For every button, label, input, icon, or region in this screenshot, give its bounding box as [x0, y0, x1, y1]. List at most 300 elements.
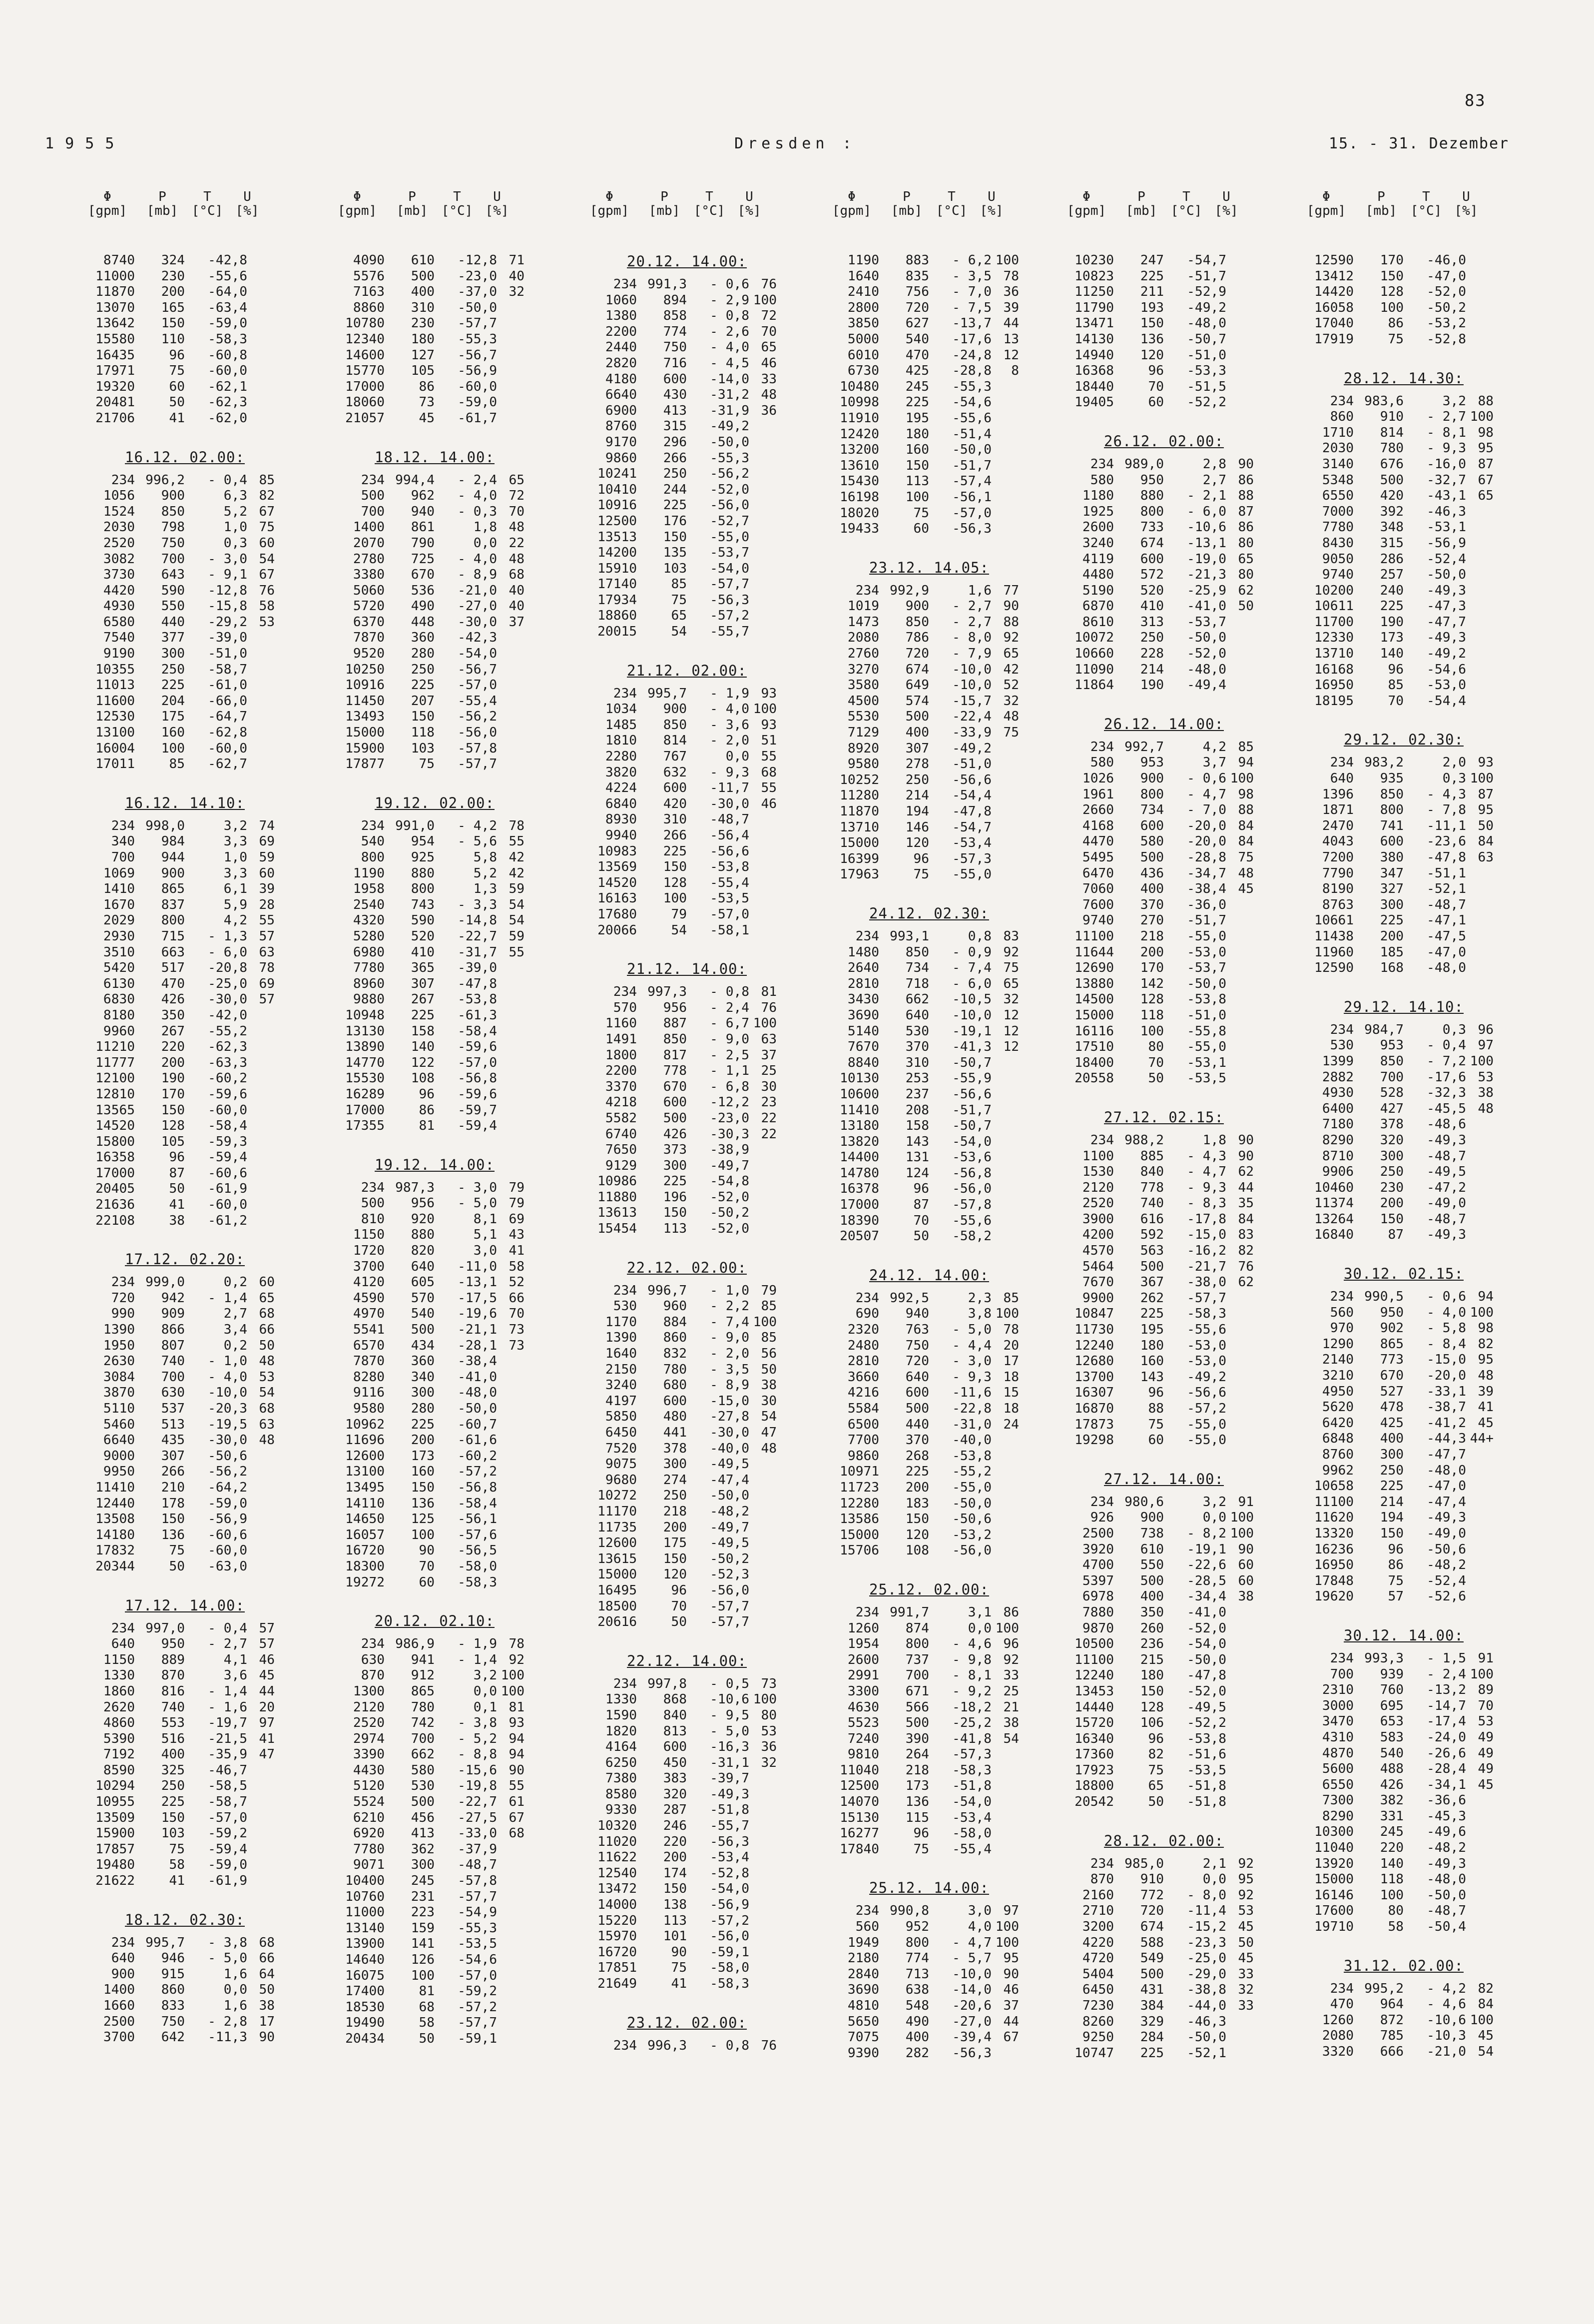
table-row — [1054, 1589, 1274, 1605]
humidity-cell — [247, 630, 275, 646]
pressure-cell: 200 — [411, 1433, 435, 1448]
temperature-cell: -49,2 — [710, 419, 749, 434]
height-cell: 13264 — [1314, 1211, 1354, 1227]
pressure-cell: 800 — [411, 881, 435, 897]
height-cell: 234 — [111, 1620, 135, 1636]
height-cell: 16058 — [1314, 300, 1354, 315]
height-cell: 9740 — [1082, 913, 1114, 928]
pressure-cell: 478 — [1380, 1400, 1404, 1415]
height-cell: 20405 — [95, 1181, 135, 1197]
temperature-cell: - 7,8 — [1427, 802, 1466, 818]
temperature-cell: -25,9 — [1187, 583, 1226, 598]
height-cell: 340 — [111, 834, 135, 849]
table-row — [1294, 1495, 1514, 1511]
table-row — [325, 1417, 544, 1433]
pressure-cell: 400 — [161, 1747, 185, 1762]
pressure-cell: 90 — [671, 1944, 687, 1960]
pressure-cell: 211 — [1140, 284, 1164, 300]
table-row — [325, 1794, 544, 1810]
temperature-cell: -47,0 — [1427, 268, 1466, 284]
pressure-cell: 150 — [663, 1551, 687, 1566]
pressure-cell: 750 — [161, 2014, 185, 2029]
pressure-cell: 50 — [913, 1229, 929, 1244]
temperature-cell: 4,1 — [223, 1652, 247, 1667]
height-cell: 9900 — [1082, 1290, 1114, 1306]
pressure-cell: 800 — [1380, 802, 1404, 818]
pressure-cell: 200 — [905, 1480, 929, 1495]
temperature-cell: 2,7 — [1202, 472, 1226, 488]
table-row — [577, 1473, 797, 1489]
temperature-cell: -56,5 — [458, 1543, 497, 1558]
humidity-cell: 44 — [259, 1683, 275, 1699]
temperature-cell: -21,7 — [1187, 1259, 1226, 1274]
pressure-cell: 266 — [161, 1464, 185, 1480]
humidity-cell: 60 — [259, 865, 275, 881]
humidity-cell — [749, 907, 777, 923]
pressure-cell: 125 — [411, 1512, 435, 1527]
height-cell: 10300 — [1314, 1824, 1354, 1840]
humidity-cell: 44 — [1003, 316, 1019, 331]
table-row — [577, 1409, 797, 1425]
height-cell: 15454 — [597, 1221, 637, 1237]
temperature-cell: - 0,5 — [710, 1676, 749, 1691]
humidity-cell: 90 — [1238, 1542, 1254, 1557]
height-cell: 4197 — [605, 1393, 637, 1409]
humidity-cell: 76 — [259, 583, 275, 598]
humidity-cell — [497, 332, 525, 348]
temperature-cell: - 6,8 — [710, 1079, 749, 1094]
humidity-cell — [1226, 897, 1254, 913]
height-cell: 7790 — [1322, 865, 1354, 881]
table-row — [1054, 929, 1274, 945]
table-row — [577, 293, 797, 309]
table-row — [1294, 818, 1514, 834]
height-cell: 6830 — [103, 992, 135, 1007]
table-row — [1054, 866, 1274, 882]
height-cell: 13710 — [1314, 646, 1354, 662]
humidity-cell: 96 — [1003, 1636, 1019, 1652]
temperature-cell: 2,7 — [223, 1306, 247, 1322]
height-cell: 13471 — [1074, 316, 1114, 331]
pressure-cell: 860 — [161, 1982, 185, 1998]
pressure-cell: 225 — [411, 1417, 435, 1432]
sounding-time-title: 20.12. 14.00: — [627, 253, 747, 270]
humidity-cell — [497, 1889, 525, 1905]
pressure-cell: 500 — [1140, 1573, 1164, 1588]
table-row — [75, 395, 295, 411]
temperature-cell: -48,0 — [1187, 662, 1226, 677]
humidity-cell: 83 — [1238, 1227, 1254, 1243]
height-cell: 7240 — [847, 1731, 879, 1746]
table-row — [577, 545, 797, 561]
height-cell: 5120 — [353, 1778, 385, 1794]
height-cell: 234 — [613, 984, 637, 1000]
temperature-cell: -53,1 — [1427, 520, 1466, 535]
table-row — [819, 1715, 1039, 1731]
table-row — [325, 1401, 544, 1417]
table-row — [577, 1787, 797, 1803]
table-row — [1294, 1888, 1514, 1904]
temperature-cell: 3,3 — [223, 834, 247, 849]
pressure-cell: 865 — [161, 881, 185, 897]
table-row — [1054, 787, 1274, 803]
table-row — [325, 929, 544, 945]
table-row — [819, 427, 1039, 443]
humidity-cell: 36 — [1003, 284, 1019, 300]
temperature-cell: -27,8 — [710, 1409, 749, 1425]
pressure-cell: 627 — [905, 316, 929, 331]
table-row — [1294, 1164, 1514, 1180]
humidity-cell — [497, 709, 525, 725]
height-cell: 3920 — [1082, 1542, 1114, 1557]
height-cell: 14600 — [345, 347, 385, 363]
humidity-cell — [497, 1055, 525, 1071]
temperature-cell: - 0,3 — [458, 504, 497, 519]
table-row — [577, 828, 797, 844]
height-cell: 10200 — [1314, 583, 1354, 598]
table-row — [819, 1496, 1039, 1512]
humidity-cell — [992, 1150, 1019, 1166]
pressure-cell: 941 — [411, 1652, 435, 1667]
humidity-cell — [992, 458, 1019, 474]
height-cell: 15000 — [345, 725, 385, 741]
table-row — [325, 1700, 544, 1716]
table-row — [1054, 1888, 1274, 1904]
height-cell: 234 — [855, 1604, 879, 1620]
pressure-cell: 225 — [663, 1174, 687, 1189]
temperature-cell: -59,4 — [458, 1118, 497, 1134]
temperature-cell: 0,0 — [473, 1683, 497, 1699]
pressure-cell: 58 — [419, 2015, 435, 2031]
temperature-cell: -31,2 — [710, 387, 749, 403]
humidity-cell — [1466, 1903, 1494, 1919]
pressure-cell: 329 — [1140, 2014, 1164, 2029]
height-cell: 14650 — [345, 1512, 385, 1527]
humidity-cell — [1226, 1621, 1254, 1637]
height-cell: 2760 — [847, 646, 879, 662]
humidity-cell: 78 — [259, 960, 275, 976]
temperature-cell: - 4,0 — [710, 340, 749, 355]
height-cell: 4590 — [353, 1290, 385, 1306]
pressure-cell: 500 — [905, 1401, 929, 1416]
humidity-cell: 42 — [1003, 662, 1019, 677]
height-cell: 11777 — [95, 1055, 135, 1070]
table-row — [1054, 1573, 1274, 1589]
pressure-cell: 175 — [663, 1536, 687, 1551]
temperature-cell: 2,0 — [1442, 755, 1466, 771]
temperature-cell: -20,6 — [952, 1998, 992, 2013]
humidity-cell: 65 — [1003, 976, 1019, 991]
pressure-cell: 536 — [411, 583, 435, 598]
humidity-cell — [992, 1229, 1019, 1245]
humidity-cell — [247, 269, 275, 285]
table-row — [819, 1684, 1039, 1700]
sounding-block — [1294, 1265, 1514, 1605]
table-row — [1294, 802, 1514, 818]
pressure-cell: 142 — [1140, 976, 1164, 991]
table-row — [325, 678, 544, 694]
pressure-cell: 884 — [663, 1314, 687, 1330]
pressure-cell: 110 — [161, 331, 185, 347]
table-row — [819, 506, 1039, 522]
height-cell: 7380 — [605, 1771, 637, 1786]
height-cell: 9906 — [1322, 1164, 1354, 1180]
height-cell: 15706 — [840, 1543, 879, 1558]
pressure-cell: 160 — [411, 1464, 435, 1480]
height-cell: 17040 — [1314, 316, 1354, 331]
humidity-cell: 23 — [761, 1095, 777, 1110]
pressure-cell: 590 — [411, 913, 435, 928]
temperature-cell: -58,3 — [952, 1762, 992, 1778]
table-row — [1054, 740, 1274, 756]
temperature-cell: -48,0 — [1427, 960, 1466, 976]
temperature-cell: - 7,5 — [952, 300, 992, 315]
table-row — [75, 1543, 295, 1559]
pressure-cell: 610 — [1140, 1542, 1164, 1557]
height-cell: 14440 — [1074, 1699, 1114, 1715]
temperature-cell: -50,0 — [1187, 976, 1226, 991]
table-row — [325, 897, 544, 913]
height-cell: 1260 — [847, 1620, 879, 1636]
table-row — [325, 1306, 544, 1322]
humidity-cell: 48 — [509, 551, 525, 567]
pressure-cell: 75 — [671, 592, 687, 608]
height-cell: 3240 — [1082, 535, 1114, 551]
pressure-cell: 384 — [1140, 1998, 1164, 2013]
humidity-cell — [497, 630, 525, 646]
pressure-cell: 436 — [1140, 865, 1164, 881]
height-cell: 17140 — [597, 577, 637, 592]
temperature-cell: -53,4 — [952, 835, 992, 851]
pressure-cell: 225 — [1140, 268, 1164, 284]
table-row — [1054, 1636, 1274, 1652]
temperature-cell: - 2,9 — [710, 292, 749, 308]
table-row — [1294, 1793, 1514, 1809]
height-cell: 8180 — [103, 1007, 135, 1023]
pressure-cell: 228 — [1140, 646, 1164, 662]
table-row — [1054, 662, 1274, 678]
column-header-cell: U [%] — [1454, 189, 1478, 218]
table-row — [1054, 552, 1274, 568]
table-row — [1054, 615, 1274, 631]
pressure-cell: 990,5 — [1364, 1289, 1404, 1305]
sounding-time-title: 27.12. 02.15: — [1104, 1108, 1224, 1126]
humidity-cell — [1226, 348, 1254, 364]
temperature-cell: -27,0 — [952, 2014, 992, 2029]
pressure-cell: 850 — [1380, 786, 1404, 802]
humidity-cell — [497, 1449, 525, 1465]
table-row — [1294, 2013, 1514, 2029]
table-row — [819, 1338, 1039, 1354]
humidity-cell — [247, 411, 275, 427]
temperature-cell: - 1,9 — [710, 686, 749, 701]
pressure-cell: 760 — [1380, 1682, 1404, 1698]
humidity-cell — [497, 2015, 525, 2031]
height-cell: 15000 — [1314, 1872, 1354, 1887]
humidity-cell — [247, 253, 275, 269]
pressure-cell: 150 — [161, 316, 185, 331]
table-row — [1054, 1903, 1274, 1919]
height-cell: 15910 — [597, 561, 637, 576]
pressure-cell: 60 — [169, 379, 185, 394]
table-row — [325, 1826, 544, 1842]
humidity-cell: 75 — [1003, 725, 1019, 741]
humidity-cell: 65 — [1478, 488, 1494, 504]
temperature-cell: -54,0 — [952, 1134, 992, 1149]
pressure-cell: 500 — [905, 1715, 929, 1731]
table-row — [325, 1496, 544, 1512]
temperature-cell: -19,6 — [458, 1306, 497, 1322]
pressure-cell: 218 — [1140, 928, 1164, 944]
height-cell: 530 — [1330, 1038, 1354, 1053]
pressure-cell: 720 — [905, 1354, 929, 1369]
pressure-cell: 865 — [1380, 1336, 1404, 1352]
temperature-cell: 5,8 — [473, 850, 497, 865]
pressure-cell: 700 — [905, 1668, 929, 1683]
height-cell: 13508 — [95, 1512, 135, 1527]
sounding-time-title: 19.12. 02.00: — [375, 794, 495, 811]
humidity-cell: 46 — [1003, 1982, 1019, 1998]
height-cell: 17355 — [345, 1118, 385, 1134]
height-cell: 1480 — [847, 944, 879, 960]
temperature-cell: -57,2 — [710, 1913, 749, 1928]
humidity-cell: 48 — [1478, 1368, 1494, 1384]
temperature-cell: - 4,7 — [1187, 1164, 1226, 1180]
pressure-cell: 120 — [905, 1527, 929, 1543]
temperature-cell: - 4,7 — [1187, 786, 1226, 802]
table-row — [325, 646, 544, 662]
pressure-cell: 470 — [905, 347, 929, 363]
table-row — [1054, 1856, 1274, 1872]
pressure-cell: 41 — [169, 410, 185, 426]
height-cell: 3470 — [1322, 1714, 1354, 1729]
humidity-cell — [749, 498, 777, 514]
temperature-cell: -59,0 — [208, 1496, 247, 1511]
pressure-cell: 135 — [663, 545, 687, 561]
pressure-cell: 362 — [411, 1841, 435, 1857]
humidity-cell — [749, 419, 777, 435]
pressure-cell: 237 — [905, 1086, 929, 1102]
temperature-cell: -58,3 — [458, 1574, 497, 1590]
humidity-cell: 90 — [1003, 1966, 1019, 1982]
temperature-cell: - 0,8 — [710, 2038, 749, 2053]
humidity-cell: 55 — [761, 780, 777, 796]
pressure-cell: 996,3 — [647, 2038, 687, 2053]
temperature-cell: 3,0 — [473, 1243, 497, 1259]
table-row — [1294, 1542, 1514, 1558]
pressure-cell: 280 — [411, 1401, 435, 1416]
table-row — [325, 1338, 544, 1354]
date-range: 15. - 31. Dezember — [1329, 135, 1510, 152]
temperature-cell: -53,8 — [710, 859, 749, 875]
table-row — [819, 1024, 1039, 1040]
temperature-cell: - 8,2 — [1187, 1526, 1226, 1541]
pressure-cell: 440 — [905, 1417, 929, 1432]
table-row — [325, 1684, 544, 1700]
pressure-cell: 887 — [663, 1016, 687, 1031]
height-cell: 13495 — [345, 1480, 385, 1495]
pressure-cell: 377 — [161, 630, 185, 646]
pressure-cell: 530 — [411, 1778, 435, 1794]
height-cell: 7060 — [1082, 881, 1114, 897]
humidity-cell: 20 — [1003, 1338, 1019, 1353]
table-row — [819, 2014, 1039, 2030]
pressure-cell: 952 — [905, 1919, 929, 1935]
humidity-cell — [1226, 379, 1254, 395]
temperature-cell: -53,5 — [1187, 1762, 1226, 1778]
pressure-cell: 500 — [1380, 472, 1404, 488]
height-cell: 7780 — [1322, 520, 1354, 535]
height-cell: 14770 — [345, 1055, 385, 1070]
column-header-cell: T [°C] — [1170, 189, 1202, 218]
temperature-cell: -57,2 — [458, 1464, 497, 1480]
table-row — [325, 1652, 544, 1668]
humidity-cell — [749, 624, 777, 640]
height-cell: 1925 — [1082, 504, 1114, 519]
table-row — [325, 1008, 544, 1024]
humidity-cell — [247, 1512, 275, 1528]
temperature-cell: -49,4 — [1187, 678, 1226, 693]
height-cell: 17919 — [1314, 331, 1354, 347]
humidity-cell: 95 — [1478, 1352, 1494, 1368]
humidity-cell: 86 — [1003, 1604, 1019, 1620]
pressure-cell: 120 — [1140, 347, 1164, 363]
humidity-cell: 100 — [501, 1683, 525, 1699]
table-row — [75, 1449, 295, 1465]
height-cell: 9860 — [847, 1448, 879, 1464]
height-cell: 13412 — [1314, 268, 1354, 284]
temperature-cell: -22,8 — [952, 1401, 992, 1416]
table-row — [1294, 960, 1514, 976]
temperature-cell: - 4,4 — [952, 1338, 992, 1353]
temperature-cell: -60,7 — [458, 1417, 497, 1432]
table-row — [819, 1512, 1039, 1528]
pressure-cell: 245 — [411, 1873, 435, 1889]
table-row — [325, 395, 544, 411]
humidity-cell — [1226, 1668, 1254, 1684]
height-cell: 234 — [855, 583, 879, 598]
humidity-cell: 100 — [1470, 1305, 1494, 1320]
height-cell: 1530 — [1082, 1164, 1114, 1180]
height-cell: 7129 — [847, 725, 879, 741]
sounding-block — [1294, 1957, 1514, 2060]
humidity-cell — [749, 1929, 777, 1945]
humidity-cell: 67 — [259, 567, 275, 583]
pressure-cell: 268 — [905, 1448, 929, 1464]
table-row — [819, 662, 1039, 678]
humidity-cell — [749, 1771, 777, 1787]
height-cell: 3850 — [847, 316, 879, 331]
table-row — [325, 1905, 544, 1921]
table-row — [325, 411, 544, 427]
temperature-cell: 1,0 — [223, 520, 247, 535]
height-cell: 20015 — [597, 624, 637, 640]
height-cell: 7670 — [1082, 1275, 1114, 1290]
table-row — [75, 1322, 295, 1338]
humidity-cell: 52 — [1003, 678, 1019, 693]
humidity-cell — [992, 757, 1019, 773]
temperature-cell: -52,2 — [1187, 1715, 1226, 1731]
humidity-cell: 8 — [1011, 363, 1019, 379]
temperature-cell: -16,3 — [710, 1739, 749, 1755]
table-row — [577, 1457, 797, 1473]
temperature-cell: 4,2 — [1202, 739, 1226, 755]
pressure-cell: 490 — [905, 2014, 929, 2029]
humidity-cell: 75 — [1238, 850, 1254, 865]
table-row — [577, 1205, 797, 1221]
height-cell: 810 — [361, 1211, 385, 1227]
height-cell: 18530 — [345, 1999, 385, 2015]
